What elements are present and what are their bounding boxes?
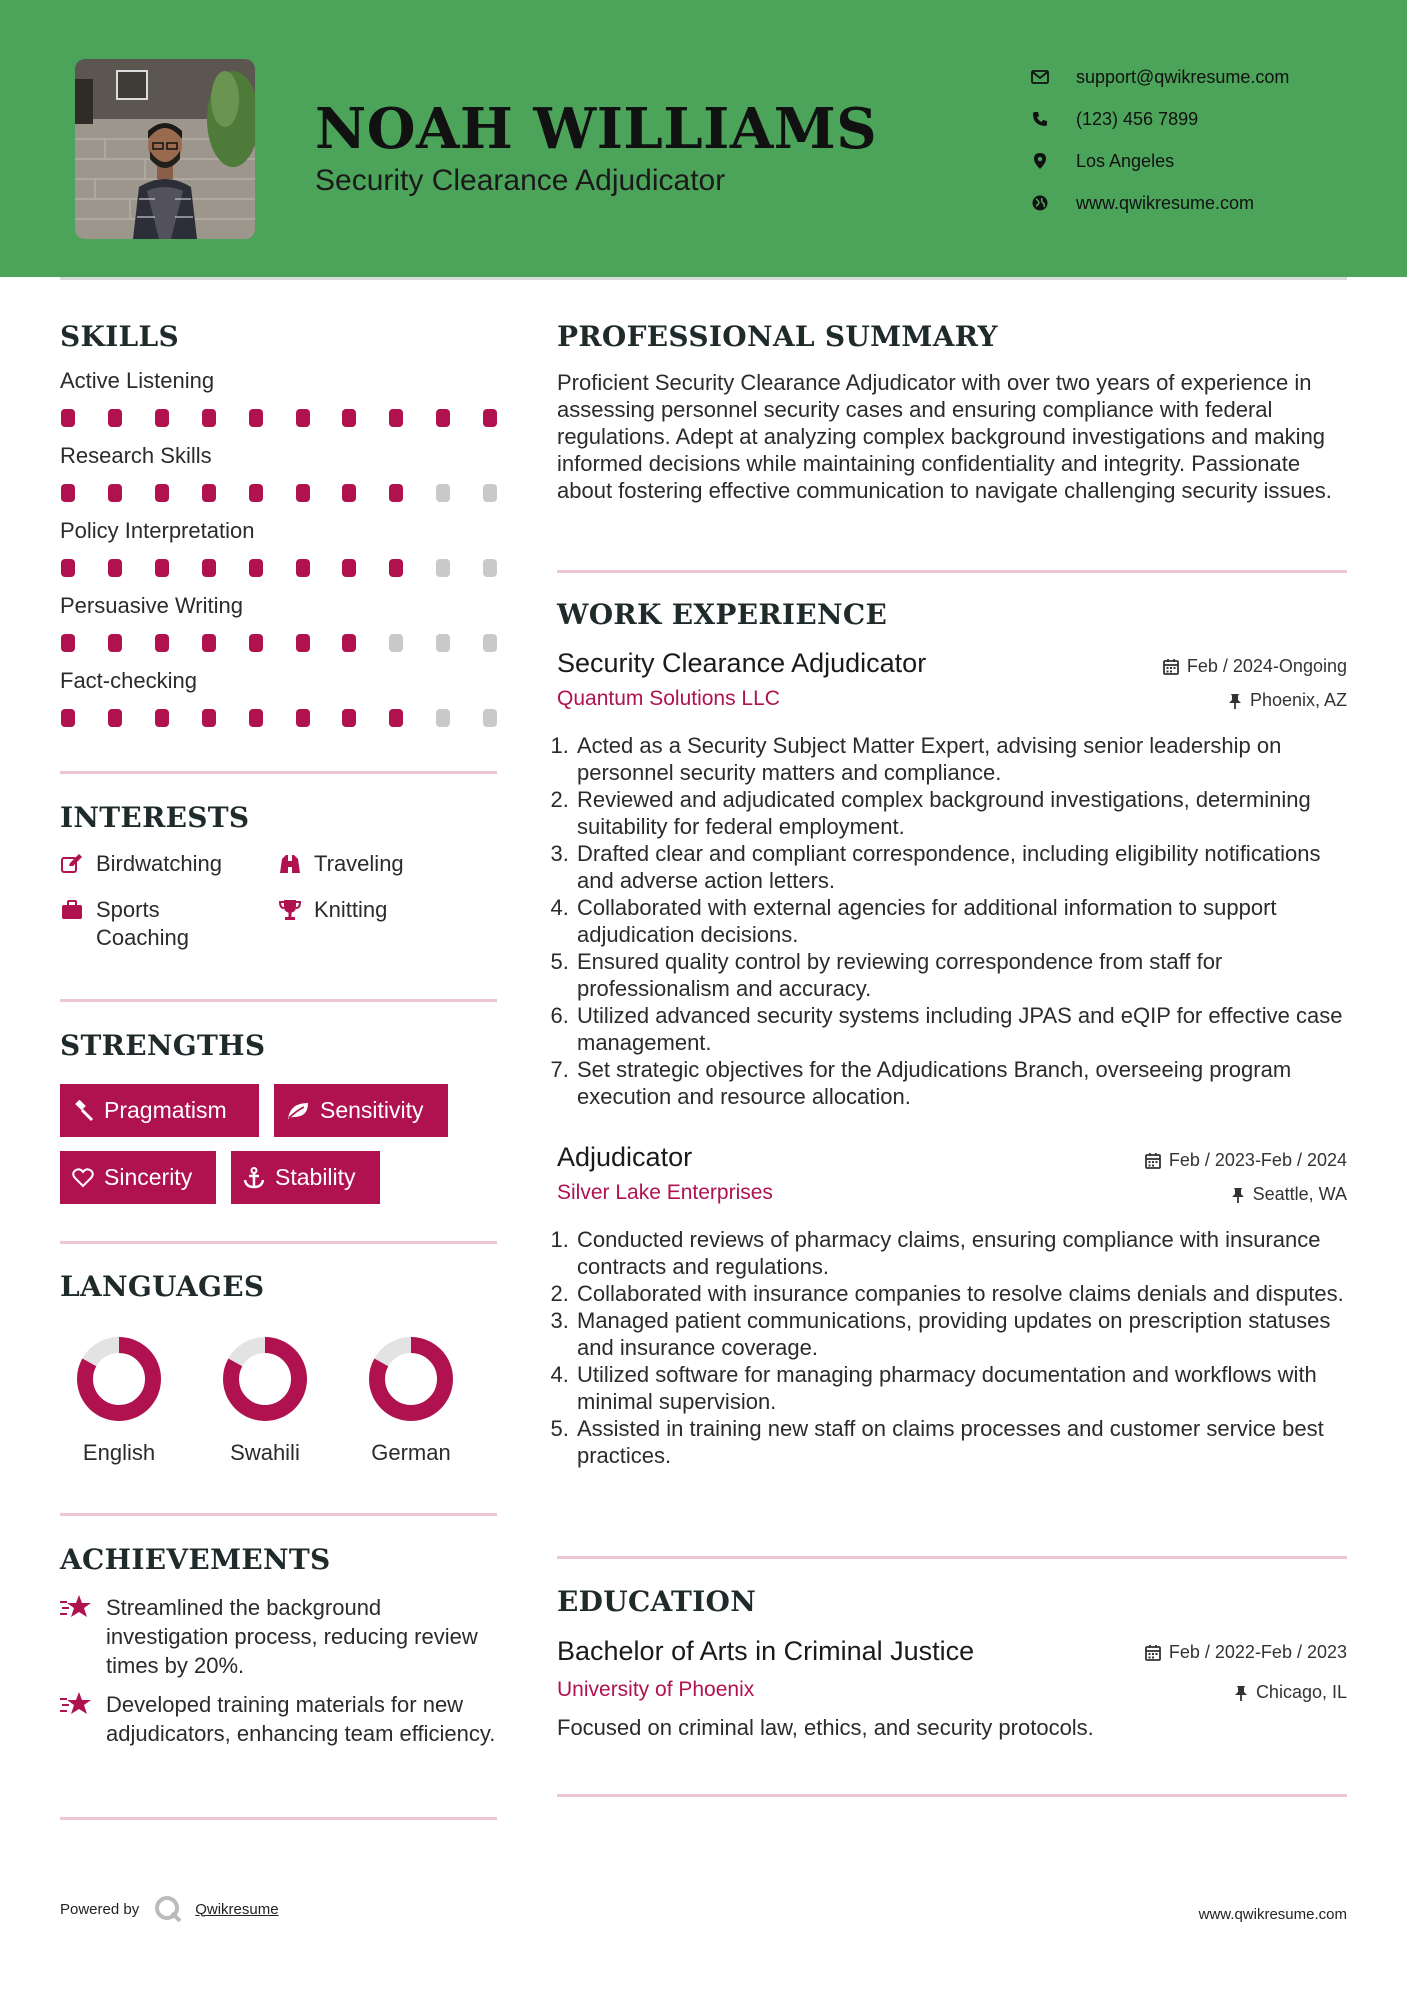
skill-rating — [60, 559, 497, 577]
skill-item — [60, 518, 497, 588]
strength-tag: Sensitivity — [274, 1084, 448, 1137]
skill-dot-filled — [342, 409, 356, 427]
contact-email[interactable] — [1030, 56, 1370, 98]
duty-item: 3. Managed patient communications, providing updates on prescription statuses and insurance coverage. — [575, 1307, 1347, 1361]
duty-item: 7. Set strategic objectives for the Adjudications Branch, overseeing program execution and resource allocation. — [575, 1056, 1347, 1110]
skill-name: Fact-checking — [60, 668, 197, 693]
contact-location-text: Los Angeles — [1076, 150, 1175, 171]
language-name: Swahili — [230, 1440, 300, 1465]
skill-dot-filled — [155, 559, 169, 577]
skill-dot-empty — [483, 634, 497, 652]
leaf-icon — [286, 1101, 310, 1121]
job-dates: Feb / 2024-Ongoing — [1163, 656, 1347, 677]
skill-name: Active Listening — [60, 368, 215, 393]
skill-rating — [60, 709, 497, 727]
skill-dot-filled — [108, 559, 122, 577]
language-proficiency-ring — [368, 1336, 454, 1422]
pushpin-icon — [1234, 1685, 1248, 1701]
language-proficiency-ring — [222, 1336, 308, 1422]
skill-dot-filled — [108, 634, 122, 652]
duty-item: 2. Collaborated with insurance companies to resolve claims denials and disputes. — [575, 1280, 1347, 1307]
heart-icon — [72, 1168, 94, 1188]
skill-dot-filled — [296, 409, 310, 427]
skill-dot-empty — [483, 484, 497, 502]
skill-dot-filled — [202, 634, 216, 652]
skill-item — [60, 368, 497, 438]
duty-item: 2. Reviewed and adjudicated complex background investigations, determining suitability for federal employment. — [575, 786, 1347, 840]
skill-dot-filled — [389, 559, 403, 577]
language-name: English — [82, 1440, 156, 1465]
job-entry — [557, 648, 1347, 1108]
achievement-item: Developed training materials for new adjudicators, enhancing team efficiency. — [60, 1690, 497, 1748]
phone-icon — [1030, 109, 1050, 129]
interests-heading: INTERESTS — [60, 801, 250, 834]
skill-item — [60, 668, 497, 738]
skill-dot-filled — [342, 634, 356, 652]
skill-item — [60, 443, 497, 513]
languages-divider — [60, 1513, 497, 1516]
skill-dot-filled — [202, 559, 216, 577]
duty-item: 4. Collaborated with external agencies for additional information to support adjudication decisions. — [575, 894, 1347, 948]
education-heading: EDUCATION — [557, 1585, 757, 1618]
skill-dot-empty — [436, 559, 450, 577]
trophy-icon — [278, 896, 302, 924]
skill-dot-filled — [249, 409, 263, 427]
edit-icon — [60, 850, 84, 878]
language-item — [356, 1336, 466, 1466]
skill-dot-filled — [61, 709, 75, 727]
star-icon — [60, 1593, 92, 1621]
skill-dot-filled — [108, 709, 122, 727]
globe-icon — [1030, 193, 1050, 213]
skill-dot-filled — [155, 634, 169, 652]
skill-dot-filled — [155, 484, 169, 502]
skill-dot-filled — [249, 634, 263, 652]
skill-dot-filled — [342, 484, 356, 502]
skill-dot-filled — [249, 559, 263, 577]
skill-dot-empty — [436, 484, 450, 502]
job-duties — [557, 732, 1347, 1110]
languages-heading: LANGUAGES — [60, 1270, 265, 1303]
header-divider — [60, 277, 1347, 280]
calendar-icon — [1163, 658, 1179, 675]
interest-item: Traveling — [278, 850, 404, 878]
job-dates: Feb / 2023-Feb / 2024 — [1145, 1150, 1347, 1171]
briefcase-icon — [60, 896, 84, 924]
duty-item: 3. Drafted clear and compliant correspondence, including eligibility notifications and adverse action letters. — [575, 840, 1347, 894]
contact-website-text: www.qwikresume.com — [1076, 192, 1255, 213]
achievement-item: Streamlined the background investigation process, reducing review times by 20%. — [60, 1593, 497, 1680]
job-title: Security Clearance Adjudicator — [557, 648, 927, 678]
job-title: Adjudicator — [557, 1142, 693, 1172]
skill-dot-filled — [61, 634, 75, 652]
education-school: University of Phoenix — [557, 1678, 755, 1701]
achievements-divider — [60, 1817, 497, 1820]
job-duties — [557, 1226, 1347, 1469]
skill-dot-empty — [483, 559, 497, 577]
skill-dot-empty — [436, 709, 450, 727]
summary-divider — [557, 570, 1347, 573]
binoculars-icon — [278, 850, 302, 878]
duty-item: 4. Utilized software for managing pharmacy documentation and workflows with minimal supervision. — [575, 1361, 1347, 1415]
contact-phone-text: (123) 456 7899 — [1076, 108, 1199, 129]
calendar-icon — [1145, 1644, 1161, 1661]
contact-list — [1030, 56, 1370, 224]
education-divider — [557, 1794, 1347, 1797]
skill-dot-filled — [108, 409, 122, 427]
education-degree: Bachelor of Arts in Criminal Justice — [557, 1636, 975, 1666]
skill-dot-filled — [108, 484, 122, 502]
skill-name: Policy Interpretation — [60, 518, 255, 543]
job-location: Phoenix, AZ — [1228, 690, 1347, 711]
star-icon — [60, 1690, 92, 1718]
contact-phone[interactable] — [1030, 98, 1370, 140]
powered-by-label: Powered by — [60, 1900, 140, 1918]
languages-list — [60, 1336, 497, 1506]
skill-dot-filled — [155, 709, 169, 727]
education-entry — [557, 1636, 1347, 1746]
skill-dot-filled — [61, 559, 75, 577]
skill-dot-filled — [389, 484, 403, 502]
skill-dot-filled — [389, 409, 403, 427]
strengths-list — [60, 1084, 497, 1204]
skill-dot-filled — [202, 484, 216, 502]
calendar-icon — [1145, 1152, 1161, 1169]
skill-dot-filled — [483, 409, 497, 427]
interest-item: Birdwatching — [60, 850, 222, 878]
contact-location — [1030, 140, 1370, 182]
skill-name: Persuasive Writing — [60, 593, 243, 618]
qwikresume-link[interactable]: Qwikresume — [195, 1900, 279, 1918]
education-description: Focused on criminal law, ethics, and security protocols. — [557, 1715, 1094, 1740]
strength-tag: Sincerity — [60, 1151, 216, 1204]
language-name: German — [371, 1440, 451, 1465]
envelope-icon — [1030, 67, 1050, 87]
summary-text: Proficient Security Clearance Adjudicator with over two years of experience in assessing personnel security cases and ensuring compliance with federal regulations. Adept at analyzing complex background investigations and making informed decisions while maintaining confidentiality and integrity. Passionate about fostering effective communication to navigate challenging security issues. — [557, 370, 1332, 503]
gavel-icon — [72, 1100, 94, 1122]
skill-dot-filled — [296, 559, 310, 577]
skill-dot-filled — [296, 634, 310, 652]
strength-tag: Stability — [231, 1151, 380, 1204]
interests-list — [60, 850, 497, 980]
strengths-heading: STRENGTHS — [60, 1029, 266, 1062]
skill-dot-filled — [436, 409, 450, 427]
job-location: Seattle, WA — [1231, 1184, 1347, 1205]
candidate-title: Security Clearance Adjudicator — [315, 164, 726, 197]
strength-tag: Pragmatism — [60, 1084, 259, 1137]
skill-rating — [60, 484, 497, 502]
skill-rating — [60, 409, 497, 427]
pushpin-icon — [1231, 1187, 1245, 1203]
anchor-icon — [243, 1167, 265, 1189]
strengths-divider — [60, 1241, 497, 1244]
language-item — [210, 1336, 320, 1466]
skill-dot-empty — [483, 709, 497, 727]
resume-header — [0, 0, 1407, 277]
job-company: Silver Lake Enterprises — [557, 1181, 773, 1204]
contact-email-text: support@qwikresume.com — [1076, 66, 1290, 87]
skill-dot-filled — [296, 709, 310, 727]
skill-item — [60, 593, 497, 663]
map-pin-icon — [1030, 151, 1050, 171]
profile-photo — [75, 59, 255, 239]
skill-dot-filled — [202, 709, 216, 727]
skill-dot-filled — [155, 409, 169, 427]
skill-dot-filled — [61, 484, 75, 502]
contact-website[interactable] — [1030, 182, 1370, 224]
job-entry — [557, 1142, 1347, 1522]
interest-item: Sports Coaching — [60, 896, 260, 952]
skill-dot-filled — [249, 709, 263, 727]
skill-dot-filled — [342, 709, 356, 727]
footer-powered-by — [60, 1894, 279, 1924]
skill-dot-filled — [296, 484, 310, 502]
qwikresume-logo-icon — [153, 1894, 183, 1924]
duty-item: 6. Utilized advanced security systems including JPAS and eQIP for effective case management. — [575, 1002, 1347, 1056]
skills-divider — [60, 771, 497, 774]
job-company: Quantum Solutions LLC — [557, 687, 780, 710]
interests-divider — [60, 999, 497, 1002]
candidate-name: NOAH WILLIAMS — [315, 96, 878, 162]
education-location: Chicago, IL — [1234, 1682, 1347, 1703]
language-proficiency-ring — [76, 1336, 162, 1422]
interest-item: Knitting — [278, 896, 387, 924]
duty-item: 5. Ensured quality control by reviewing correspondence from staff for professionalism and accuracy. — [575, 948, 1347, 1002]
achievements-heading: ACHIEVEMENTS — [60, 1543, 331, 1576]
skill-dot-filled — [389, 709, 403, 727]
pushpin-icon — [1228, 693, 1242, 709]
skill-dot-filled — [249, 484, 263, 502]
skill-dot-filled — [61, 409, 75, 427]
footer-website[interactable]: www.qwikresume.com — [1198, 1906, 1347, 1923]
skill-dot-filled — [202, 409, 216, 427]
duty-item: 1. Conducted reviews of pharmacy claims, ensuring compliance with insurance contracts and regulations. — [575, 1226, 1347, 1280]
skills-heading: SKILLS — [60, 320, 180, 353]
experience-divider — [557, 1556, 1347, 1559]
skill-dot-empty — [389, 634, 403, 652]
summary-heading: PROFESSIONAL SUMMARY — [557, 320, 998, 353]
experience-heading: WORK EXPERIENCE — [557, 598, 888, 631]
education-dates: Feb / 2022-Feb / 2023 — [1145, 1642, 1347, 1663]
skill-rating — [60, 634, 497, 652]
duty-item: 1. Acted as a Security Subject Matter Expert, advising senior leadership on personnel security matters and compliance. — [575, 732, 1347, 786]
duty-item: 5. Assisted in training new staff on claims processes and customer service best practices. — [575, 1415, 1347, 1469]
skill-name: Research Skills — [60, 443, 212, 468]
skill-dot-filled — [342, 559, 356, 577]
language-item — [64, 1336, 174, 1466]
skill-dot-empty — [436, 634, 450, 652]
